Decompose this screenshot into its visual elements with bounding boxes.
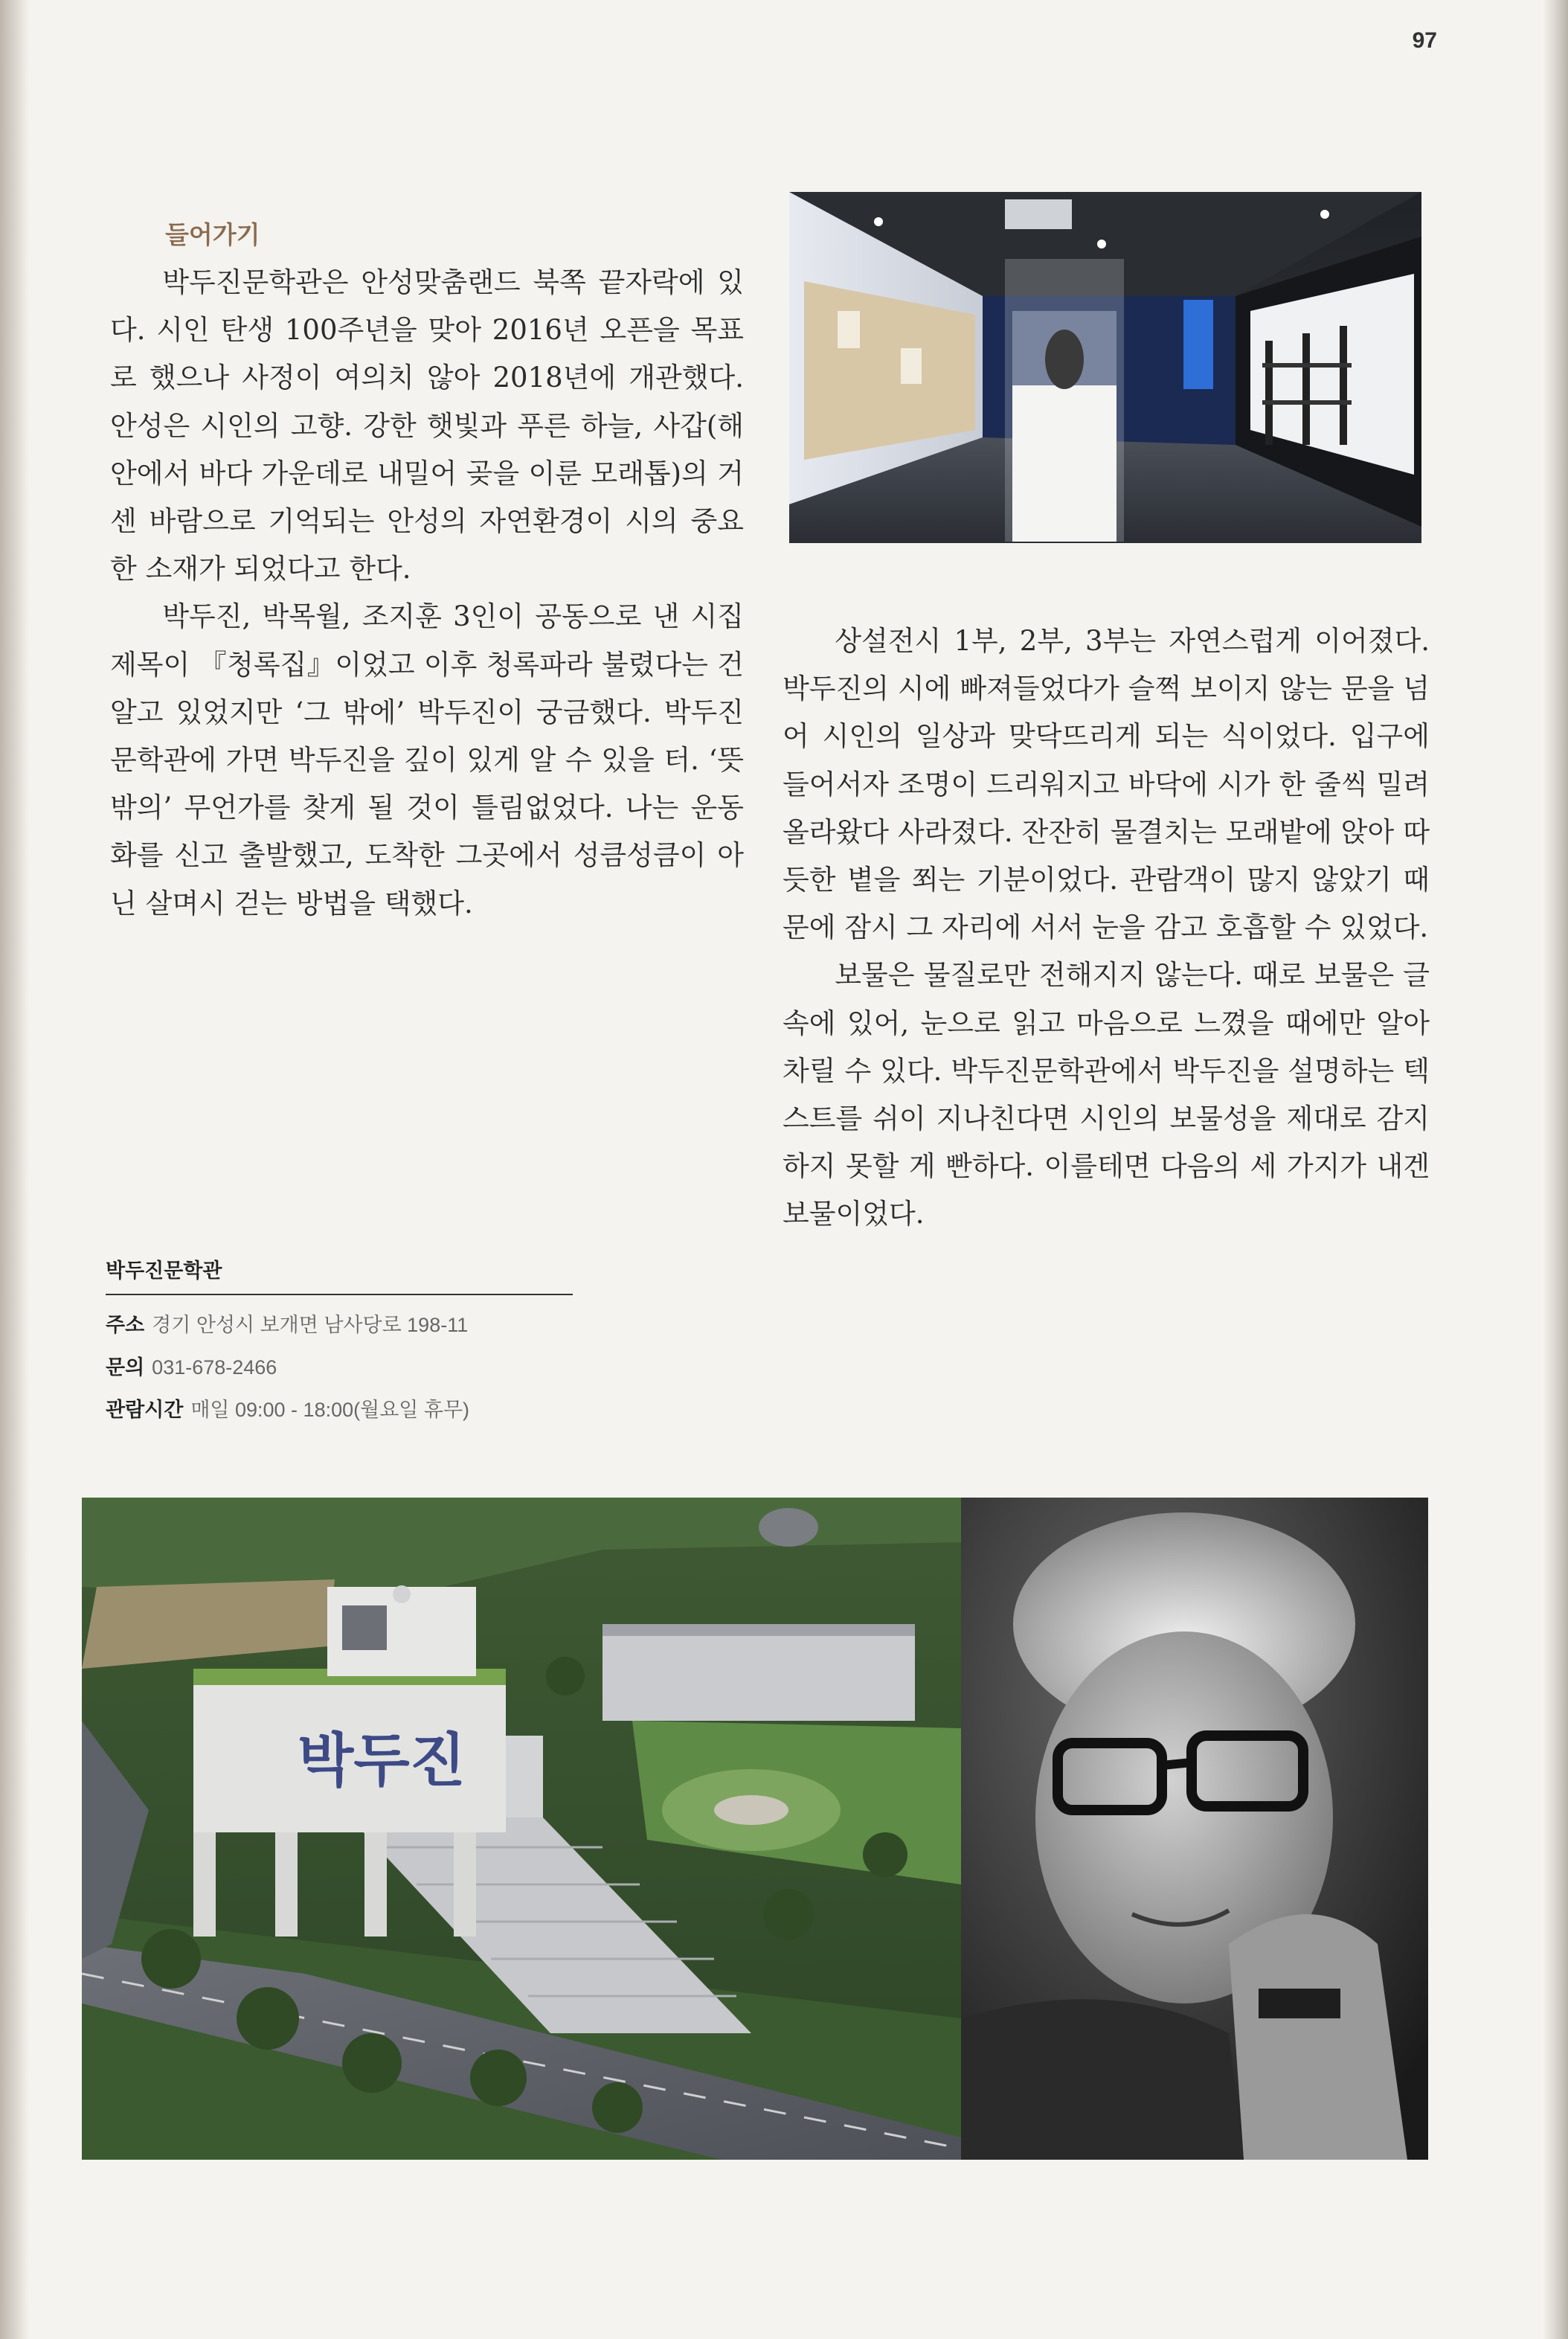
- address-label: 주소: [106, 1314, 145, 1336]
- contact-label: 문의: [106, 1356, 145, 1379]
- info-hours: [106, 1393, 573, 1422]
- paragraph: 박두진, 박목월, 조지훈 3인이 공동으로 낸 시집 제목이 『청록집』이었고 이후 청록파라 불렸다는 건 알고 있었지만 ‘그 밖에’ 박두진이 궁금했다. 박두진문학관에 가면 박두진을 깊이 있게 알 수 있을 터. ‘뜻밖의’ 무언가를 찾게 될 것이 틀림없었다. 나는 운동화를 신고 출발했고, 도착한 그곳에서 성큼성큼이 아닌 살며시 걷는 방법을 택했다.: [110, 600, 744, 920]
- paragraph: 박두진문학관은 안성맞춤랜드 북쪽 끝자락에 있다. 시인 탄생 100주년을 맞아 2016년 오픈을 목표로 했으나 사정이 여의치 않아 2018년에 개관했다. 안성은 시인의 고향. 강한 햇빛과 푸른 하늘, 사갑(해안에서 바다 가운데로 내밀어 곶을 이룬 모래톱)의 거센 바람으로 기억되는 안성의 자연환경이 시의 중요한 소재가 되었다고 한다.: [110, 266, 744, 585]
- address-value: 경기 안성시 보개면 남사당로 198-11: [152, 1314, 469, 1336]
- section-heading: 들어가기: [165, 221, 260, 248]
- contact-value: 031-678-2466: [152, 1356, 277, 1379]
- page-gutter-left: [0, 0, 30, 2339]
- hours-label: 관람시간: [106, 1399, 184, 1421]
- info-contact: [106, 1351, 573, 1380]
- museum-info-box: [106, 1254, 573, 1422]
- hours-value: 매일 09:00 - 18:00(월요일 휴무): [190, 1399, 470, 1421]
- page-edge-right: [1543, 0, 1568, 2339]
- paragraph: 보물은 물질로만 전해지지 않는다. 때로 보물은 글 속에 있어, 눈으로 읽고 마음으로 느꼈을 때에만 알아차릴 수 있다. 박두진문학관에서 박두진을 설명하는 텍스트를 쉬이 지나친다면 시인의 보물성을 제대로 감지하지 못할 게 빤하다. 이를테면 다음의 세 가지가 내겐 보물이었다.: [783, 959, 1430, 1231]
- poet-portrait-photo: [961, 1498, 1428, 2160]
- museum-aerial-photo: [82, 1498, 961, 2160]
- info-title: 박두진문학관: [106, 1254, 573, 1295]
- exhibition-hall-photo: [789, 192, 1421, 543]
- info-address: [106, 1309, 573, 1338]
- right-column-body: [783, 617, 1430, 1239]
- left-column-body: [110, 259, 744, 928]
- building-sign: 박두진: [298, 1727, 466, 1794]
- page-number: 97: [1412, 28, 1437, 53]
- paragraph: 상설전시 1부, 2부, 3부는 자연스럽게 이어졌다. 박두진의 시에 빠져들었다가 슬쩍 보이지 않는 문을 넘어 시인의 일상과 맞닥뜨리게 되는 식이었다. 입구에 들어서자 조명이 드리워지고 바닥에 시가 한 줄씩 밀려 올라왔다 사라졌다. 잔잔히 물결치는 모래밭에 앉아 따듯한 볕을 쬐는 기분이었다. 관람객이 많지 않았기 때문에 잠시 그 자리에 서서 눈을 감고 호흡할 수 있었다.: [783, 625, 1430, 944]
